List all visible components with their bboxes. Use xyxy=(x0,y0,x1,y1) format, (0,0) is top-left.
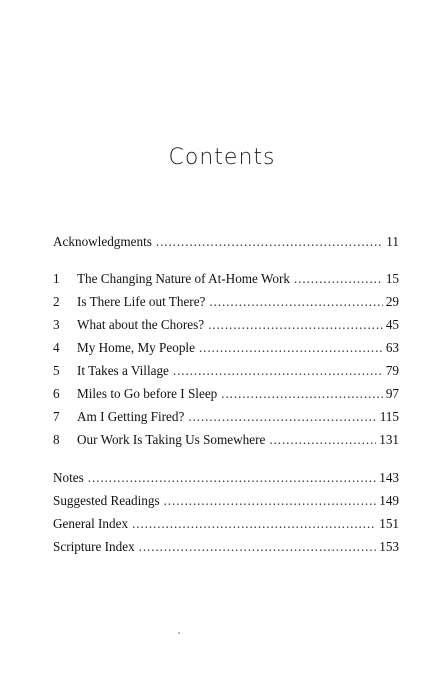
page-title: Contents xyxy=(168,145,276,170)
chapter-page: 15 xyxy=(385,271,399,286)
dot-leader xyxy=(199,340,383,356)
toc-entry-page: 143 xyxy=(379,470,399,485)
toc-back-matter xyxy=(53,470,399,555)
dot-leader xyxy=(164,493,377,509)
chapter-title: The Changing Nature of At-Home Work xyxy=(77,271,290,286)
toc-front-matter xyxy=(53,234,399,250)
chapter-page: 29 xyxy=(385,294,399,309)
chapter-page: 131 xyxy=(379,432,399,447)
dot-leader xyxy=(208,317,383,333)
toc-chapter xyxy=(53,386,399,402)
toc-entry-label: Scripture Index xyxy=(53,539,135,554)
dot-leader xyxy=(188,409,376,425)
toc-entry-page: 149 xyxy=(379,493,399,508)
dot-leader xyxy=(269,432,376,448)
toc-entry-suggested-readings xyxy=(53,493,399,509)
toc-entry-label: General Index xyxy=(53,516,129,531)
chapter-number: 5 xyxy=(53,363,60,378)
toc-entry-label: Suggested Readings xyxy=(53,493,160,508)
toc-entry-page: 151 xyxy=(379,516,399,531)
chapter-title: It Takes a Village xyxy=(77,363,169,378)
dot-leader xyxy=(221,386,383,402)
toc-chapters xyxy=(53,271,399,448)
chapter-number: 7 xyxy=(53,409,60,424)
chapter-page: 97 xyxy=(385,386,399,401)
toc-chapter xyxy=(53,340,399,356)
toc-chapter xyxy=(53,317,399,333)
dot-leader xyxy=(294,271,383,287)
dot-leader xyxy=(173,363,383,379)
chapter-number: 1 xyxy=(53,271,60,286)
chapter-title: Our Work Is Taking Us Somewhere xyxy=(77,432,266,447)
chapter-number: 8 xyxy=(53,432,60,447)
dot-leader xyxy=(132,516,376,532)
toc-entry-scripture-index xyxy=(53,539,399,555)
toc-entry-label: Acknowledgments xyxy=(53,234,152,249)
chapter-page: 63 xyxy=(385,340,399,355)
toc-entry-label: Notes xyxy=(53,470,84,485)
chapter-number: 6 xyxy=(53,386,60,401)
chapter-title: Is There Life out There? xyxy=(77,294,206,309)
dot-leader xyxy=(209,294,382,310)
chapter-number: 2 xyxy=(53,294,60,309)
chapter-page: 45 xyxy=(385,317,399,332)
dot-leader xyxy=(139,539,377,555)
toc-chapter xyxy=(53,432,399,448)
chapter-page: 115 xyxy=(379,409,399,424)
toc-chapter xyxy=(53,409,399,425)
toc-entry-page: 153 xyxy=(379,539,399,554)
toc-entry-notes xyxy=(53,470,399,486)
toc-entry-acknowledgments xyxy=(53,234,399,250)
chapter-title: My Home, My People xyxy=(77,340,195,355)
toc-chapter xyxy=(53,363,399,379)
chapter-page: 79 xyxy=(385,363,399,378)
toc-entry-general-index xyxy=(53,516,399,532)
dot-leader xyxy=(88,470,376,486)
chapter-number: 4 xyxy=(53,340,60,355)
print-speck xyxy=(178,632,180,634)
toc-chapter xyxy=(53,294,399,310)
chapter-title: Am I Getting Fired? xyxy=(77,409,185,424)
dot-leader xyxy=(156,234,383,250)
toc-chapter xyxy=(53,271,399,287)
toc-entry-page: 11 xyxy=(386,234,399,249)
chapter-title: What about the Chores? xyxy=(77,317,205,332)
chapter-title: Miles to Go before I Sleep xyxy=(77,386,218,401)
chapter-number: 3 xyxy=(53,317,60,332)
